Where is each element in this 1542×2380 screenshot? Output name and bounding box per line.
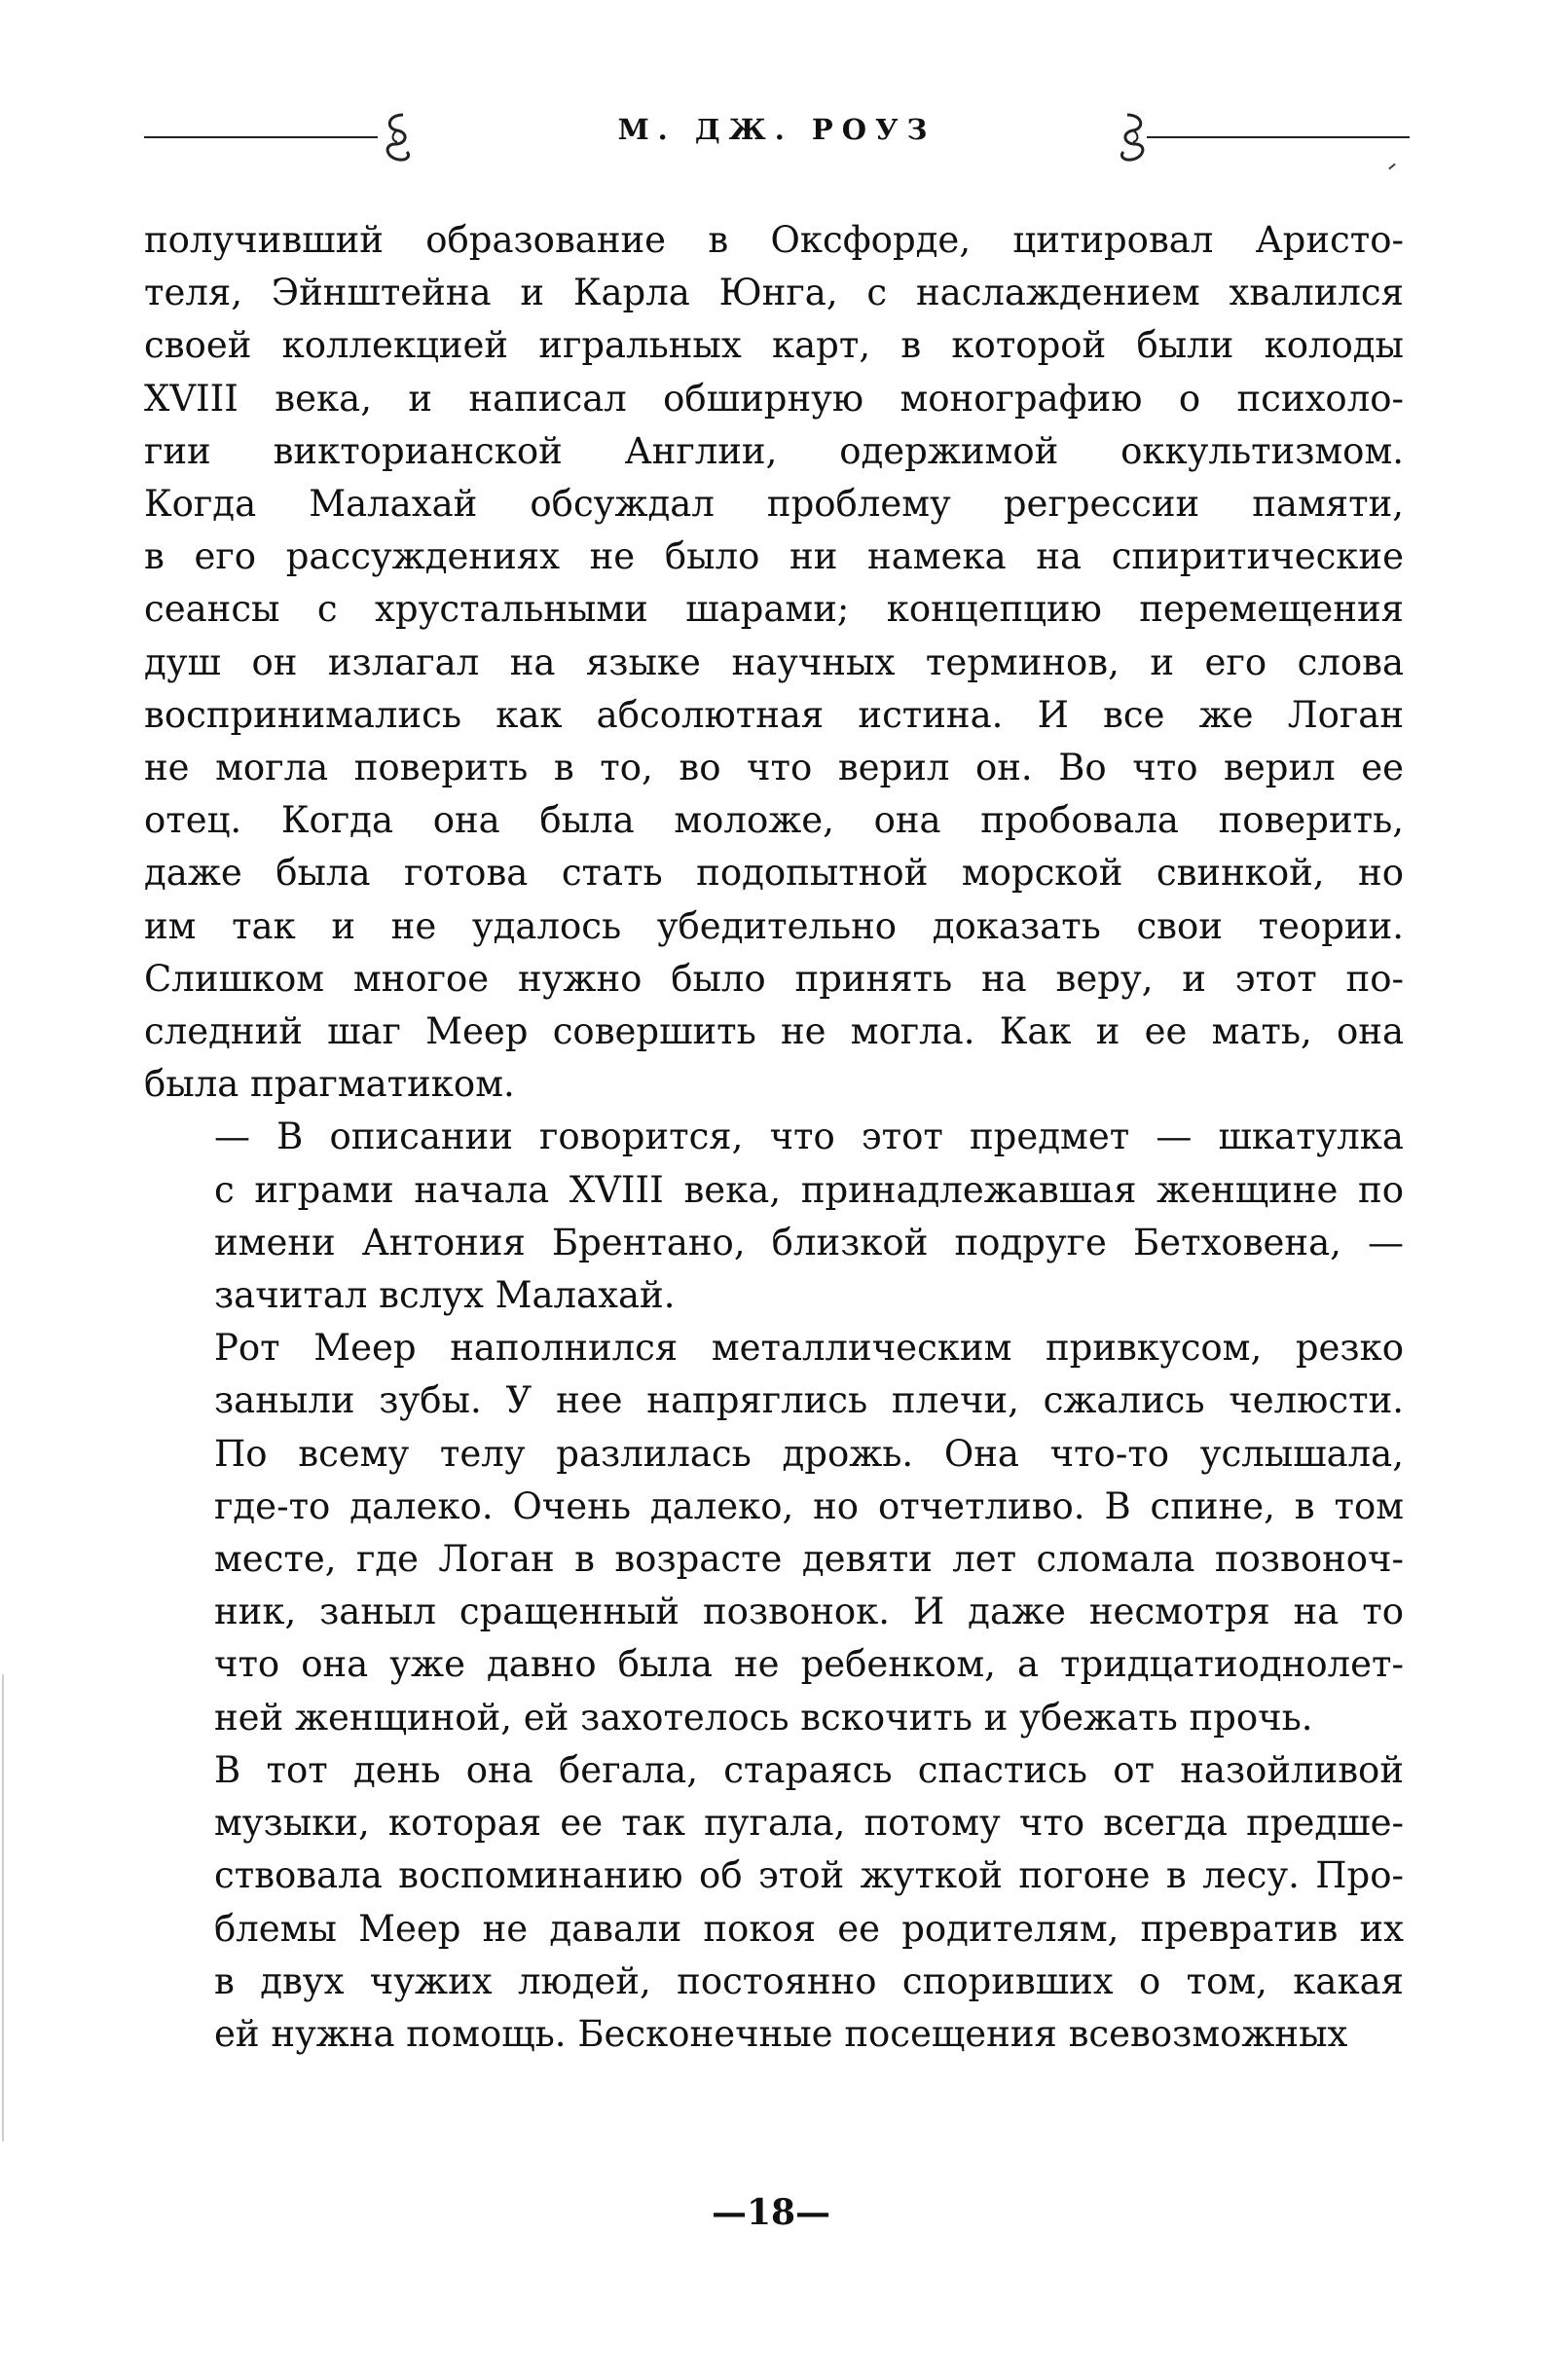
text-line: XVIII века, и написал обширную монографию о психоло- (144, 377, 1404, 420)
text-line: имени Антония Брентано, близкой подруге Бетховена, — (214, 1221, 1404, 1263)
scroll-ornament-icon (1108, 109, 1156, 167)
text-line: теля, Эйнштейна и Карла Юнга, с наслаждением хвалился (144, 272, 1404, 314)
text-line: в двух чужих людей, постоянно споривших о том, какая (214, 1959, 1404, 2002)
text-line: гии викторианской Англии, одержимой оккультизмом. (144, 429, 1404, 472)
running-head-title: М. ДЖ. РОУЗ (617, 113, 936, 146)
scan-edge-mark (2, 1674, 4, 2142)
text-line: воспринимались как абсолютная истина. И все же Логан (144, 693, 1404, 736)
text-line: с играми начала XVIII века, принадлежавшая женщине по (214, 1168, 1404, 1211)
text-line: даже была готова стать подопытной морской свинкой, но (144, 852, 1404, 895)
text-line: блемы Меер не давали покоя ее родителям, превратив их (214, 1907, 1404, 1950)
text-line: По всему телу разлилась дрожь. Она что-то услышала, (214, 1432, 1404, 1475)
text-line: музыки, которая ее так пугала, потому что всегда предше- (214, 1802, 1404, 1845)
text-line: Когда Малахай обсуждал проблему регрессии памяти, (144, 483, 1404, 526)
text-line: месте, где Логан в возрасте девяти лет сломала позвоноч- (214, 1538, 1404, 1581)
text-line: ней женщиной, ей захотелось вскочить и убежать прочь. (214, 1696, 1313, 1739)
paragraph (144, 1744, 1404, 2061)
text-line: Слишком многое нужно было принять на веру, и этот по- (144, 957, 1404, 1000)
text-line: что она уже давно была не ребенком, а тридцатиоднолет- (214, 1643, 1404, 1686)
text-line: Рот Меер наполнился металлическим привкусом, резко (214, 1327, 1404, 1370)
text-line: ствовала воспоминанию об этой жуткой погоне в лесу. Про- (214, 1854, 1404, 1897)
text-line: в его рассуждениях не было ни намека на спиритические (144, 535, 1404, 578)
text-line: своей коллекцией игральных карт, в которой были колоды (144, 324, 1404, 367)
paragraph (144, 214, 1404, 1111)
paragraph (144, 1111, 1404, 1322)
text-line: сеансы с хрустальными шарами; концепцию перемещения (144, 588, 1404, 631)
text-line: следний шаг Меер совершить не могла. Как и ее мать, она (144, 1010, 1404, 1053)
text-line: ей нужна помощь. Бесконечные посещения всевозможных (214, 2012, 1348, 2055)
running-header (144, 109, 1410, 167)
text-line: В тот день она бегала, стараясь спастись от назойливой (214, 1748, 1404, 1791)
text-line: ник, заныл сращенный позвонок. И даже несмотря на то (214, 1591, 1404, 1633)
header-rule-right (1147, 136, 1410, 138)
page-number: —18— (711, 2192, 831, 2233)
text-line: отец. Когда она была моложе, она пробовала поверить, (144, 799, 1404, 842)
body-text (144, 214, 1404, 2061)
text-line: заныли зубы. У нее напряглись плечи, сжались челюсти. (214, 1379, 1404, 1422)
text-line: получивший образование в Оксфорде, цитировал Аристо- (144, 219, 1404, 261)
text-line: не могла поверить в то, во что верил он. Во что верил ее (144, 747, 1404, 789)
paragraph (144, 1322, 1404, 1744)
text-line: зачитал вслух Малахай. (214, 1274, 676, 1317)
text-line: — В описании говорится, что этот предмет — шкатулка (214, 1116, 1404, 1158)
text-line: была прагматиком. (144, 1063, 515, 1106)
text-line: им так и не удалось убедительно доказать свои теории. (144, 904, 1404, 947)
text-line: где-то далеко. Очень далеко, но отчетливо. В спине, в том (214, 1484, 1404, 1527)
text-line: душ он излагал на языке научных терминов, и его слова (144, 641, 1404, 683)
